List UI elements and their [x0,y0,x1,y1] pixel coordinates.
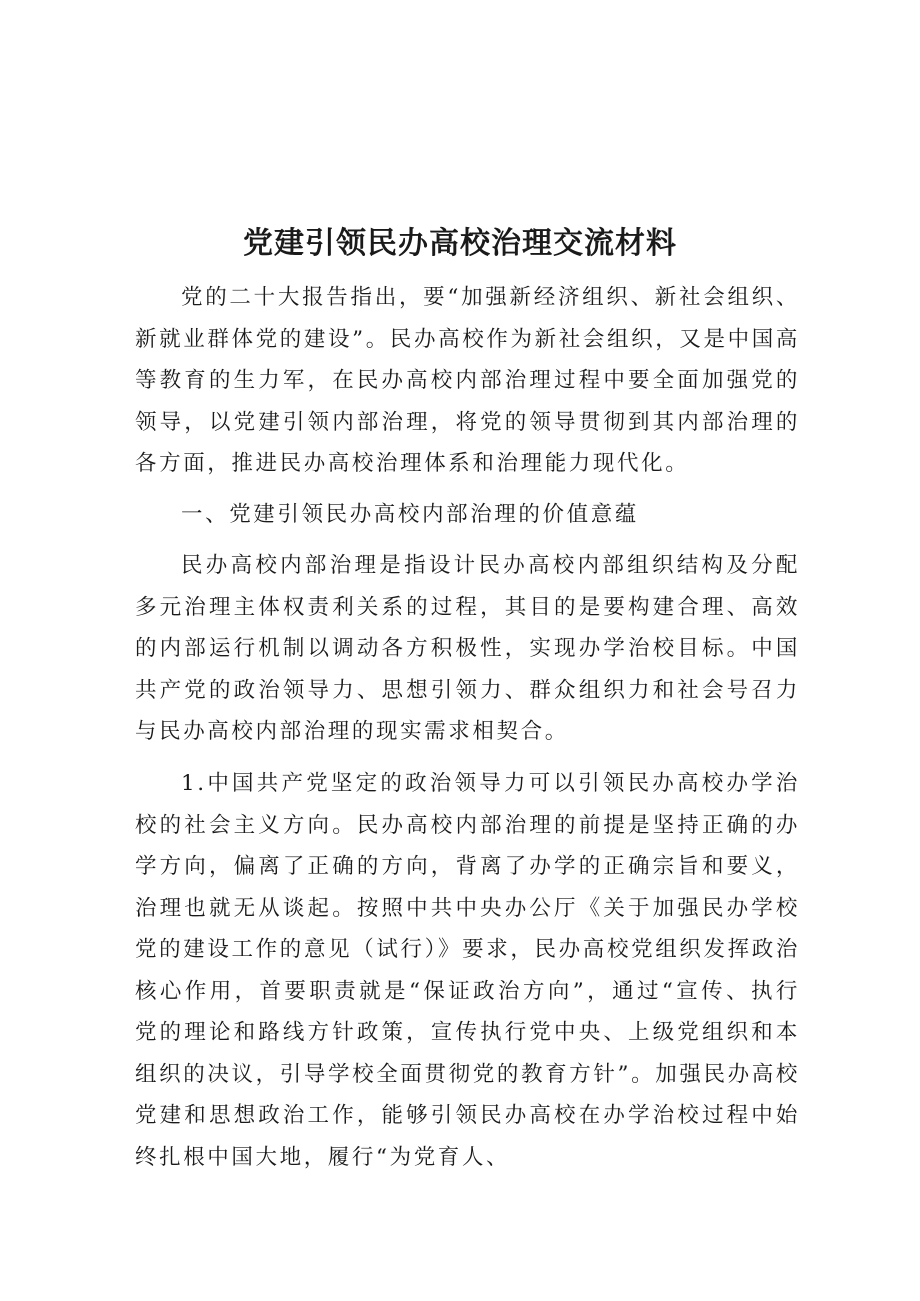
section-heading-1: 一、党建引领民办高校内部治理的价值意蕴 [181,502,639,527]
point-1-paragraph: 1.中国共产党坚定的政治领导力可以引领民办高校办学治校的社会主义方向。民办高校内部治理的前提是坚持正确的办学方向，偏离了正确的方向，背离了办学的正确宗旨和要义，治理也就无从谈起。按照中共中央办公厅《关于加强民办学校党的建设工作的意见（试行）》要求，民办高校党组织发挥政治核心作用，首要职责就是“保证政治方向”，通过“宣传、执行党的理论和路线方针政策，宣传执行党中央、上级党组织和本组织的决议，引导学校全面贯彻党的教育方针”。加强民办高校党建和思想政治工作，能够引领民办高校在办学治校过程中始终扎根中国大地，履行“为党育人、 [135,771,800,1170]
section-1-paragraph: 民办高校内部治理是指设计民办高校内部组织结构及分配多元治理主体权责利关系的过程，其目的是要构建合理、高效的内部运行机制以调动各方积极性，实现办学治校目标。中国共产党的政治领导力、思想引领力、群众组织力和社会号召力与民办高校内部治理的现实需求相契合。 [135,553,800,744]
intro-paragraph: 党的二十大报告指出，要“加强新经济组织、新社会组织、新就业群体党的建设”。民办高校作为新社会组织，又是中国高等教育的生力军，在民办高校内部治理过程中要全面加强党的领导，以党建引领内部治理，将党的领导贯彻到其内部治理的各方面，推进民办高校治理体系和治理能力现代化。 [135,285,800,476]
document-title: 党建引领民办高校治理交流材料 [243,226,677,261]
